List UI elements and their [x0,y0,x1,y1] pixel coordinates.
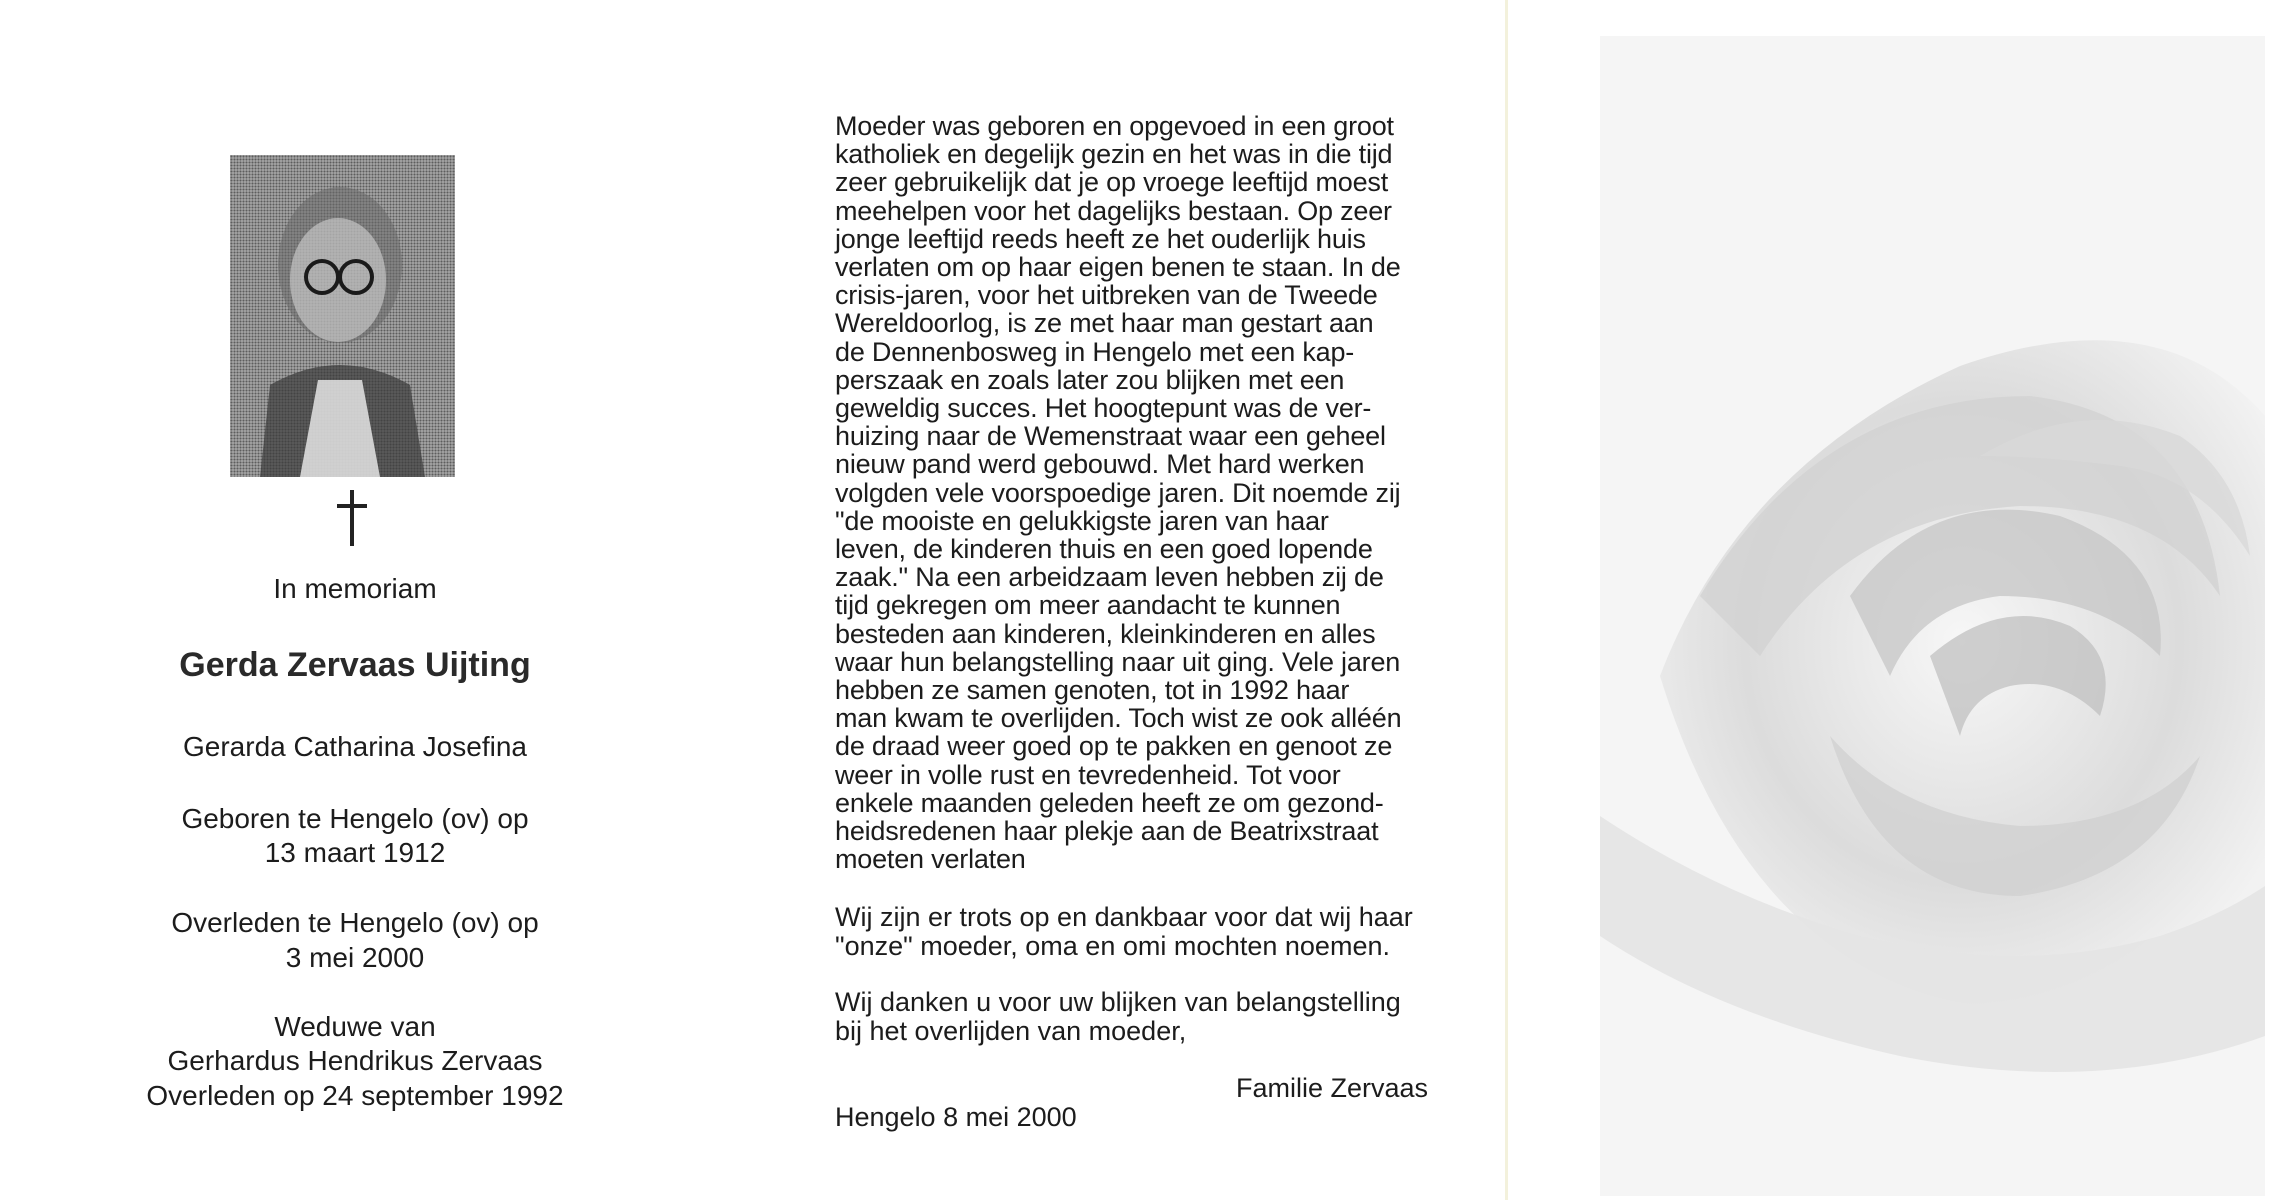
text-line: geweldig succes. Het hoogtepunt was de ver- [835,393,1372,424]
gratitude-paragraph [835,903,1435,960]
text-line: de Dennenbosweg in Hengelo met een kap- [835,336,1355,367]
text-line: "onze" moeder, oma en omi mochten noemen. [835,930,1390,961]
text-line: man kwam te overlijden. Toch wist ze ook alléén [835,703,1402,734]
widow-label: Weduwe van [274,1011,436,1042]
text-line: heidsredenen haar plekje aan de Beatrixstraat [835,816,1379,847]
spouse-death-date: Overleden op 24 september 1992 [146,1080,564,1111]
deceased-name: Gerda Zervaas Uijting [179,646,531,684]
cross-icon [337,490,367,546]
text-line: Wij zijn er trots op en dankbaar voor dat wij haar [835,902,1413,932]
text-line: crisis-jaren, voor het uitbreken van de Tweede [835,280,1378,311]
text-line: meehelpen voor het dagelijks bestaan. Op zeer [835,195,1392,226]
text-line: waar hun belangstelling naar uit ging. Vele jaren [835,646,1401,677]
text-line: zeer gebruikelijk dat je op vroege leeftijd moest [835,167,1389,198]
text-line: de draad weer goed op te pakken en genoot ze [835,731,1393,762]
right-panel [1508,0,2283,1200]
text-line: huizing naar de Wemenstraat waar een geheel [835,421,1386,452]
text-line: Wij danken u voor uw blijken van belangstelling [835,987,1401,1017]
death-date-text: 3 mei 2000 [285,942,425,973]
text-line: volgden vele voorspoedige jaren. Dit noemde zij [835,477,1401,508]
text-line: verlaten om op haar eigen benen te staan. In de [835,252,1401,283]
text-line: zaak." Na een arbeidzaam leven hebben zij de [835,562,1384,593]
birth-place-text: Geboren te Hengelo (ov) op [181,803,529,834]
text-line: Moeder was geboren en opgevoed in een groot [835,111,1394,141]
rose-artwork [1600,36,2265,1196]
biography-paragraph [835,112,1428,873]
family-signature: Familie Zervaas [1235,1073,1428,1103]
rose-image [1600,36,2265,1196]
thanks-paragraph [835,988,1435,1045]
text-line: hebben ze samen genoten, tot in 1992 haar [835,675,1350,706]
place-date: Hengelo 8 mei 2000 [835,1102,1077,1132]
portrait-photo [230,155,455,477]
spouse-name: Gerhardus Hendrikus Zervaas [167,1045,543,1076]
text-line: jonge leeftijd reeds heeft ze het ouderlijk huis [835,223,1366,254]
text-line: enkele maanden geleden heeft ze om gezond- [835,787,1384,818]
text-line: tijd gekregen om meer aandacht te kunnen [835,590,1341,621]
text-line: bij het overlijden van moeder, [835,1015,1187,1046]
text-line: katholiek en degelijk gezin en het was in die tijd [835,139,1393,170]
middle-panel [740,0,1500,1200]
left-panel [0,0,740,1200]
portrait-silhouette [230,155,455,477]
death-place-text: Overleden te Hengelo (ov) op [171,907,539,938]
text-line: moeten verlaten [835,844,1026,875]
text-line: perszaak en zoals later zou blijken met een [835,364,1345,395]
text-line: Wereldoorlog, is ze met haar man gestart aan [835,308,1374,339]
birth-date-text: 13 maart 1912 [264,837,446,868]
memoriam-heading: In memoriam [273,573,437,604]
text-line: nieuw pand werd gebouwd. Met hard werken [835,449,1365,480]
given-names: Gerarda Catharina Josefina [183,731,527,762]
text-line: leven, de kinderen thuis en een goed lopende [835,534,1373,565]
text-line: weer in volle rust en tevredenheid. Tot voor [835,759,1341,790]
text-line: "de mooiste en gelukkigste jaren van haar [835,505,1329,536]
text-line: besteden aan kinderen, kleinkinderen en alles [835,618,1376,649]
